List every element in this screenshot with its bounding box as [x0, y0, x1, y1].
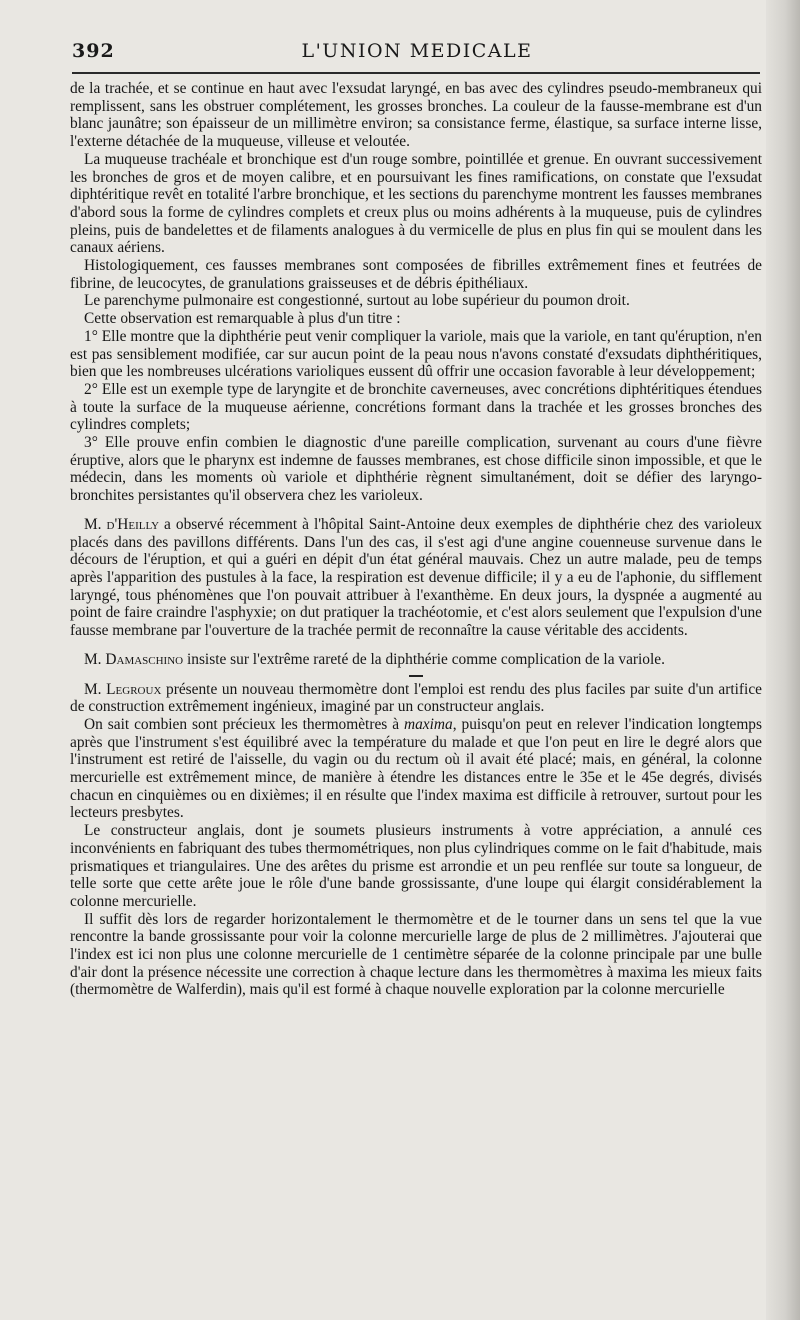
paragraph-parenchyme: Le parenchyme pulmonaire est congestionné, surtout au lobe supérieur du poumon droit.	[84, 292, 630, 310]
paragraph-pseudo-membrane: de la trachée, et se continue en haut avec l'exsudat laryngé, en bas avec des cylindres pseudo-membraneux qui remplissent, sans les obstruer complétement, les grosses bronches. La couleur de la fausse-membrane est d'un blanc jaunâtre; son épaisseur de un millimètre environ; sa consistance ferme, élastique, sa surface interne lisse, l'externe détachée de la muqueuse, villeuse et veloutée.	[70, 80, 762, 151]
paragraph-damaschino	[70, 651, 762, 669]
paragraph-histologie: Histologiquement, ces fausses membranes sont composées de fibrilles extrêmement fines et feutrées de fibrine, de leucocytes, de granulations graisseuses et de débris épithéliaux.	[70, 257, 762, 292]
paragraph-text: On sait combien sont précieux les thermomètres à	[84, 715, 404, 733]
speaker-name: M. Damaschino	[84, 650, 184, 668]
paragraph-observation-intro: Cette observation est remarquable à plus d'un titre :	[84, 310, 401, 328]
paragraph-constructeur: Le constructeur anglais, dont je soumets plusieurs instruments à votre appréciation, a annulé ces inconvénients en fabriquant des tubes thermométriques, non plus cylindriques comme on le fait d'habitude, mais prismatiques et triangulaires. Une des arêtes du prisme est arrondie et un peu renflée sur toute sa longueur, de telle sorte que cette arête joue le rôle d'une bande grossissante, d'une loupe qui élargit considérablement la colonne mercurielle.	[70, 822, 762, 910]
paragraph-text: présente un nouveau thermomètre dont l'emploi est rendu des plus faciles par suite d'un artifice de construction extrêmement ingénieux, imaginé par un constructeur anglais.	[70, 680, 762, 716]
section-separator	[409, 675, 423, 677]
speaker-name: M. d'Heilly	[84, 515, 160, 533]
page-edge-shadow	[766, 0, 800, 1320]
paragraph-text: a observé récemment à l'hôpital Saint-Antoine deux exemples de diphthérie chez des varioleux placés dans des pavillons différents. Dans l'un des cas, il s'est agi d'une angine couenneuse survenue dans le décours de l'éruption, et qui a guéri en dépit d'un état général mauvais. Chez un autre malade, peu de temps après l'apparition des pustules à la face, la respiration est devenue difficile; il y a eu de l'aphonie, du sifflement laryngé, tous phénomènes que l'on pouvait attribuer à l'exanthème. En deux jours, la dyspnée a augmenté au point de faire craindre l'asphyxie; on dut pratiquer la trachéotomie, et c'est alors seulement que l'expulsion d'une fausse membrane par l'ouverture de la trachée permit de reconnaître la cause véritable des accidents.	[70, 515, 762, 640]
paragraph-lecture: Il suffit dès lors de regarder horizontalement le thermomètre et de le tourner dans un sens tel que la vue rencontre la bande grossissante pour voir la colonne mercurielle large de plus de 2 millimètres. J'ajouterai que l'index est ici non plus une colonne mercurielle de 1 centimètre séparée de la colonne principale par une bulle d'air dont la présence nécessite une correction à chaque lecture dans les thermomètres à maxima les mieux faits (thermomètre de Walferdin), mais qu'il est formé à chaque nouvelle exploration par la colonne mercurielle	[70, 910, 762, 999]
paragraph-legroux	[70, 681, 762, 716]
paragraph-text: , puisqu'on peut en relever l'indication longtemps après que l'instrument s'est équilibré avec la température du malade et que l'on peut en lire le degré alors que l'instrument est retiré de l'aisselle, du vagin ou du rectum où il avait été placé; mais, en général, la colonne mercurielle est extrêmement mince, de manière à étendre les distances entre le 35e et le 45e degrés, divisés chacun en cinquièmes ou en dixièmes; il en résulte que l'index maxima est difficile à retrouver, surtout pour les lecteurs presbytes.	[70, 715, 762, 822]
paragraph-muqueuse: La muqueuse trachéale et bronchique est d'un rouge sombre, pointillée et grenue. En ouvrant successivement les bronches de gros et de moyen calibre, et en poursuivant les fines ramifications, on constate que l'exsudat diphtéritique revêt en totalité l'arbre bronchique, et les sections du parenchyme montrent les fausses membranes d'abord sous la forme de cylindres complets et creux plus ou moins adhérents à la muqueuse, puis de cylindres pleins, puis de bandelettes et de filaments analogues à du vermicelle de plus en plus fin qui se moulent dans les canaux aériens.	[70, 150, 762, 257]
emphasis-maxima: maxima	[404, 715, 453, 733]
paragraph-text: insiste sur l'extrême rareté de la diphthérie comme complication de la variole.	[183, 650, 665, 668]
journal-title: L'UNION MEDICALE	[301, 40, 533, 62]
paragraph-thermometres	[70, 716, 762, 822]
paragraph-point-1: 1° Elle montre que la diphthérie peut venir compliquer la variole, mais que la variole, en tant qu'éruption, n'en est pas sensiblement modifiée, car sur aucun point de la peau nous n'avons constaté d'exsudats diphthéritiques, bien que les nombreuses ulcérations varioliques eussent dû offrir une occasion favorable à leur développement;	[70, 327, 762, 381]
speaker-name: M. Legroux	[84, 680, 162, 698]
page-number: 392	[72, 40, 115, 62]
paragraph-point-2: 2° Elle est un exemple type de laryngite et de bronchite caverneuses, avec concrétions diphtéritiques étendues à toute la surface de la muqueuse aérienne, concrétions formant dans la trachée et les grosses bronches des cylindres complets;	[70, 380, 762, 434]
header-rule	[72, 72, 760, 74]
running-header	[72, 36, 762, 66]
article-body	[70, 80, 762, 999]
paragraph-dheilly	[70, 516, 762, 640]
paragraph-point-3: 3° Elle prouve enfin combien le diagnostic d'une pareille complication, survenant au cours d'une fièvre éruptive, alors que le pharynx est indemne de fausses membranes, est chose difficile sinon impossible, et que le médecin, dans les moments où variole et diphthérie règnent simultanément, doit se défier des laryngo-bronchites persistantes qu'il observera chez les varioleux.	[70, 434, 762, 505]
